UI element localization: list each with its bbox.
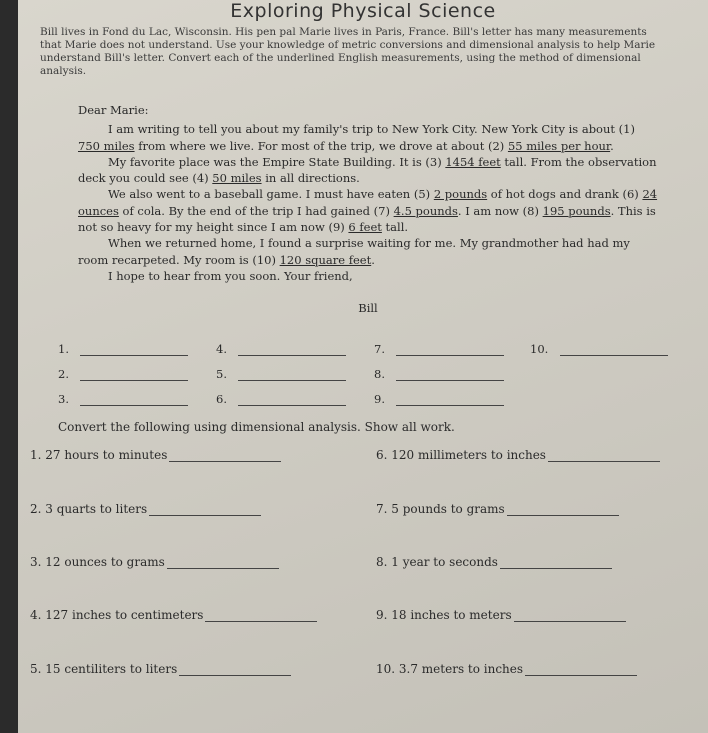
underlined-measurement: 50 miles	[212, 171, 262, 186]
answer-line[interactable]	[205, 609, 317, 622]
answer-blank[interactable]	[216, 392, 346, 406]
answer-line[interactable]	[548, 449, 660, 462]
blank-number: 6.	[216, 392, 227, 406]
letter-text: of cola. By the end of the trip I had gained (7)	[118, 203, 394, 218]
letter-paragraph-1	[78, 121, 658, 154]
problem	[376, 502, 619, 516]
underlined-measurement: 2 pounds	[433, 187, 488, 202]
answer-blank[interactable]	[216, 342, 346, 356]
letter-text: .	[610, 138, 614, 153]
answer-line[interactable]	[169, 449, 281, 462]
answer-blank[interactable]	[58, 342, 188, 356]
letter-text: I am writing to tell you about my family's trip to New York City. New York City is about (1)	[108, 122, 635, 137]
letter-text: We also went to a baseball game. I must have eaten (5)	[108, 187, 434, 202]
letter-text: . This is not so heavy for my height since I am now (9)	[78, 203, 656, 235]
underlined-measurement: 1454 feet	[445, 154, 501, 169]
answer-blank[interactable]	[374, 342, 504, 356]
blank-number: 8.	[374, 367, 385, 381]
letter-text: from where we live. For most of the trip, we drove at about (2)	[134, 138, 508, 153]
underlined-measurement: 4.5 pounds	[393, 203, 458, 218]
blank-number: 1.	[58, 342, 69, 356]
answer-line[interactable]	[238, 343, 346, 356]
underlined-measurement: 750 miles	[78, 138, 135, 153]
blank-number: 3.	[58, 392, 69, 406]
letter-text: tall.	[381, 220, 409, 235]
letter-closing: I hope to hear from you soon. Your friend,	[108, 268, 353, 283]
letter-text: .	[371, 252, 375, 267]
letter	[78, 102, 658, 317]
blank-number: 5.	[216, 367, 227, 381]
answer-line[interactable]	[80, 393, 188, 406]
underlined-measurement: 195 pounds	[542, 203, 611, 218]
letter-text: tall. From the observation deck you could see (4)	[78, 154, 657, 186]
problem-text: 3. 12 ounces to grams	[30, 555, 165, 569]
answer-line[interactable]	[179, 663, 291, 676]
letter-paragraph-3	[78, 186, 658, 235]
problem	[376, 448, 660, 462]
problem	[376, 555, 612, 569]
letter-paragraph-2	[78, 154, 658, 187]
blank-number: 9.	[374, 392, 385, 406]
letter-text: in all directions.	[261, 171, 360, 186]
problem-text: 4. 127 inches to centimeters	[30, 608, 204, 622]
problem	[30, 555, 279, 569]
answer-line[interactable]	[500, 556, 612, 569]
underlined-measurement: 55 miles per hour	[507, 138, 611, 153]
answer-line[interactable]	[525, 663, 637, 676]
answer-line[interactable]	[238, 393, 346, 406]
blank-number: 4.	[216, 342, 227, 356]
problem-text: 7. 5 pounds to grams	[376, 502, 505, 516]
problem	[30, 502, 261, 516]
worksheet-page	[18, 0, 708, 733]
problem	[30, 662, 291, 676]
page-title: Exploring Physical Science	[230, 0, 496, 22]
answer-line[interactable]	[396, 368, 504, 381]
problem	[30, 608, 317, 622]
answer-blank[interactable]	[530, 342, 668, 356]
blank-number: 2.	[58, 367, 69, 381]
instructions: Convert the following using dimensional analysis. Show all work.	[58, 420, 455, 434]
problem	[376, 662, 637, 676]
answer-line[interactable]	[167, 556, 279, 569]
problem-text: 2. 3 quarts to liters	[30, 502, 148, 516]
answer-blank[interactable]	[374, 367, 504, 381]
answer-blank[interactable]	[58, 392, 188, 406]
letter-text: . I am now (8)	[457, 203, 543, 218]
answer-line[interactable]	[80, 343, 188, 356]
problem	[30, 448, 281, 462]
problem-text: 9. 18 inches to meters	[376, 608, 512, 622]
letter-salutation: Dear Marie:	[78, 103, 149, 117]
letter-paragraph-4	[78, 235, 658, 268]
answer-line[interactable]	[507, 503, 619, 516]
answer-line[interactable]	[396, 393, 504, 406]
underlined-measurement: 24 ounces	[78, 187, 658, 218]
blank-number: 10.	[530, 342, 549, 356]
underlined-measurement: 120 square feet	[279, 252, 372, 267]
blank-number: 7.	[374, 342, 385, 356]
letter-text: of hot dogs and drank (6)	[487, 187, 643, 202]
answer-line[interactable]	[149, 503, 261, 516]
answer-line[interactable]	[560, 343, 668, 356]
problem-text: 1. 27 hours to minutes	[30, 448, 168, 462]
letter-text: My favorite place was the Empire State Building. It is (3)	[108, 154, 446, 169]
intro-paragraph: Bill lives in Fond du Lac, Wisconsin. His pen pal Marie lives in Paris, France. Bill's letter has many measurements that Marie does not understand. Use your knowledge of metric conversions and dimensional analysis to help Marie understand Bill's letter. Convert each of the underlined English measurements, using the method of dimensional analysis.	[40, 26, 656, 77]
letter-signature: Bill	[358, 301, 378, 316]
answer-line[interactable]	[514, 609, 626, 622]
answer-line[interactable]	[396, 343, 504, 356]
letter-text: When we returned home, I found a surprise waiting for me. My grandmother had had my room recarpeted. My room is (10)	[78, 236, 630, 267]
answer-blank[interactable]	[374, 392, 504, 406]
answer-line[interactable]	[80, 368, 188, 381]
problem-text: 6. 120 millimeters to inches	[376, 448, 546, 462]
answer-blank[interactable]	[58, 367, 188, 381]
problem-text: 10. 3.7 meters to inches	[376, 662, 524, 676]
answer-blank[interactable]	[216, 367, 346, 381]
problem-text: 8. 1 year to seconds	[376, 555, 498, 569]
problem	[376, 608, 626, 622]
problem-text: 5. 15 centiliters to liters	[30, 662, 178, 676]
underlined-measurement: 6 feet	[348, 220, 382, 235]
answer-line[interactable]	[238, 368, 346, 381]
